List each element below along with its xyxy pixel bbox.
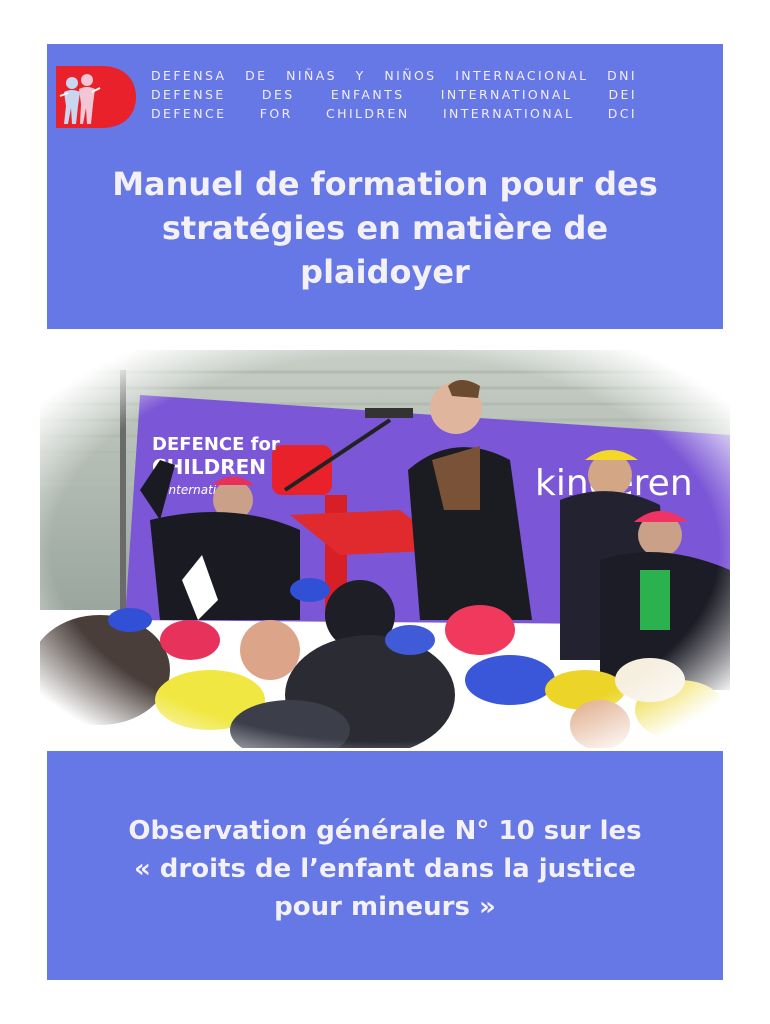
document-subtitle: Observation générale N° 10 sur les « droits de l’enfant dans la justice pour mineurs » [128,816,642,922]
organization-names [151,66,651,123]
org-line-spanish: DEFENSA DE NIÑAS Y NIÑOS INTERNACIONAL DNI [151,68,637,83]
cover-photo [40,350,730,748]
org-line-english: DEFENCE FOR CHILDREN INTERNATIONAL DCI [151,106,637,121]
org-line-french: DEFENSE DES ENFANTS INTERNATIONAL DEI [151,87,637,102]
dci-logo [56,66,136,128]
document-title: Manuel de formation pour des stratégies en matière de plaidoyer [112,165,658,291]
